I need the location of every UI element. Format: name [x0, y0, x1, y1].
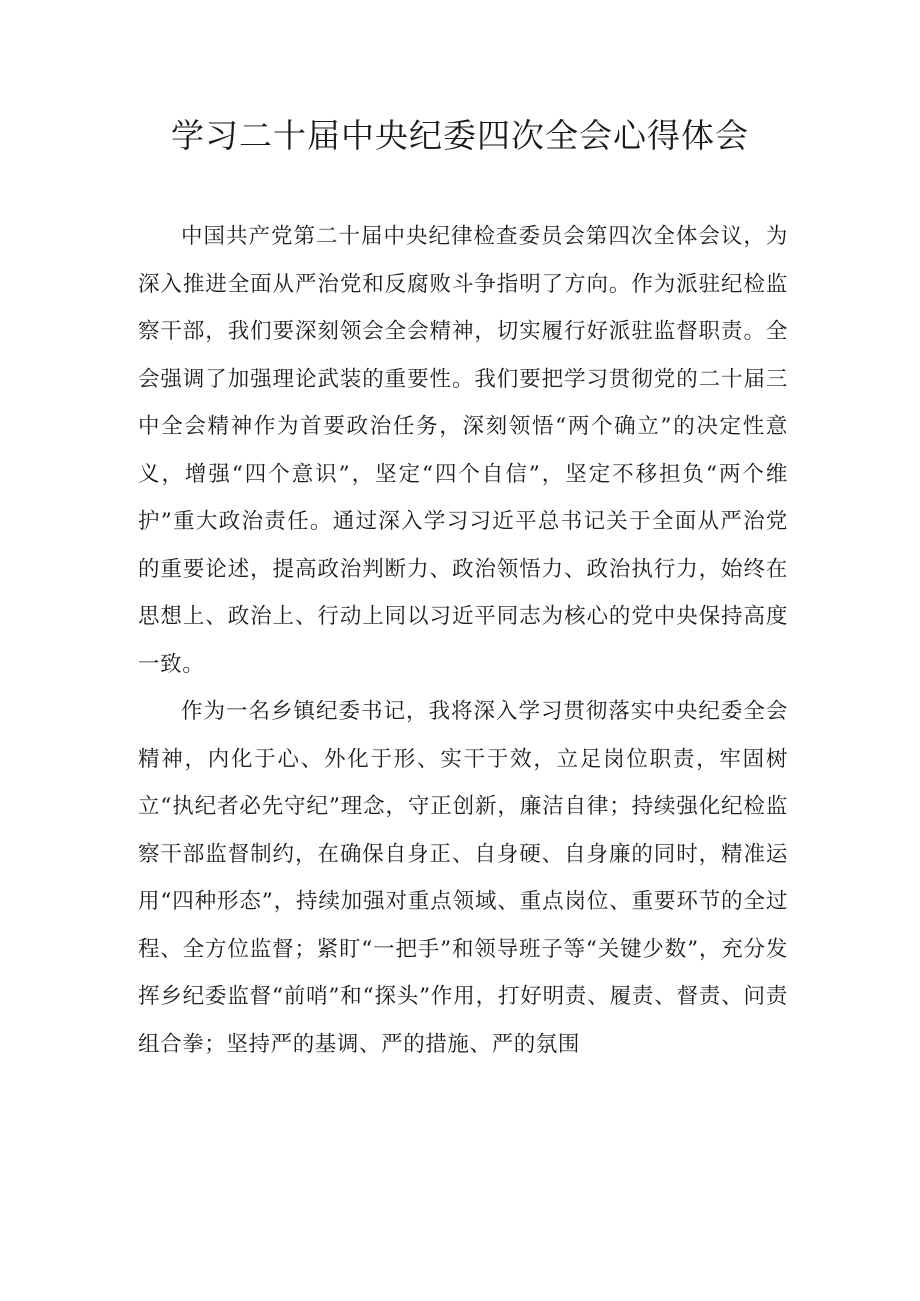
paragraph-1: 中国共产党第二十届中央纪律检查委员会第四次全体会议，为深入推进全面从严治党和反腐败斗争指明了方向。作为派驻纪检监察干部，我们要深刻领会全会精神，切实履行好派驻监督职责。全会强调了加强理论武装的重要性。我们要把学习贯彻党的二十届三中全会精神作为首要政治任务，深刻领悟“两个确立”的决定性意义，增强“四个意识”，坚定“四个自信”，坚定不移担负“两个维护”重大政治责任。通过深入学习习近平总书记关于全面从严治党的重要论述，提高政治判断力、政治领悟力、政治执行力，始终在思想上、政治上、行动上同以习近平同志为核心的党中央保持高度一致。	[138, 224, 788, 677]
paragraph-2: 作为一名乡镇纪委书记，我将深入学习贯彻落实中央纪委全会精神，内化于心、外化于形、实干于效，立足岗位职责，牢固树立“执纪者必先守纪”理念，守正创新，廉洁自律；持续强化纪检监察干部监督制约，在确保自身正、自身硬、自身廉的同时，精准运用“四种形态”，持续加强对重点领域、重点岗位、重要环节的全过程、全方位监督；紧盯“一把手”和领导班子等“关键少数”，充分发挥乡纪委监督“前哨”和“探头”作用，打好明责、履责、督责、问责组合拳；坚持严的基调、严的措施、严的氛围	[138, 699, 788, 1057]
document-title: 学习二十届中央纪委四次全会心得体会	[171, 116, 749, 155]
document-body	[138, 213, 788, 1068]
